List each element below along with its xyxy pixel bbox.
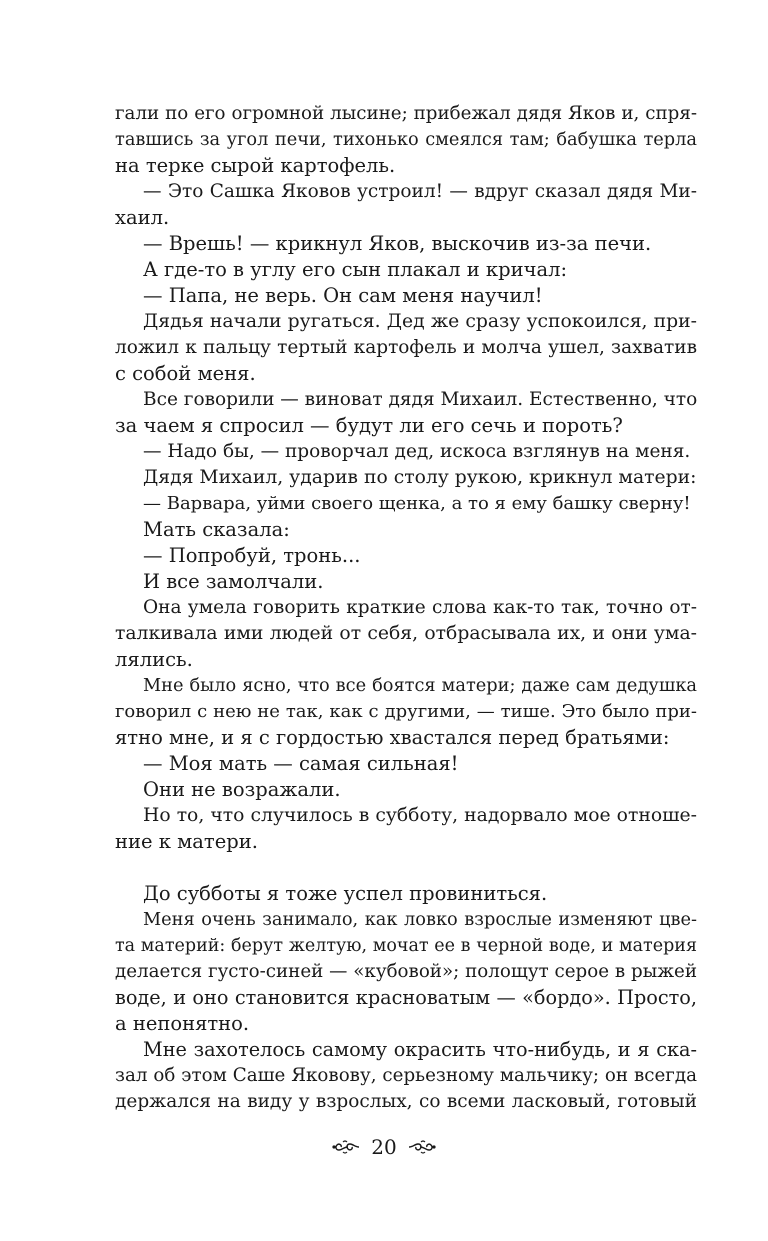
text-line: держался на виду у взрослых, со всеми ласковый, готовый (115, 1091, 697, 1112)
text-line: — Надо бы, — проворчал дед, искоса взглянув на меня. (143, 441, 691, 462)
text-line: — Врешь! — крикнул Яков, выскочив из-за печи. (143, 232, 652, 255)
text-line: ложил к пальцу тертый картофель и молча ушел, захватив (115, 337, 697, 358)
text-line: а непонятно. (115, 1012, 250, 1035)
text-line: тавшись за угол печи, тихонько смеялся там; бабушка терла (115, 130, 697, 150)
text-line: — Папа, не верь. Он сам меня научил! (143, 284, 543, 307)
floral-ornament-icon (407, 1138, 437, 1156)
text-line: Она умела говорить краткие слова как-то так, точно от- (143, 597, 697, 618)
text-line: — Попробуй, тронь... (143, 544, 361, 567)
text-line: И все замолчали. (143, 570, 324, 593)
text-line: ние к матери. (115, 830, 258, 853)
text-line: До субботы я тоже успел провиниться. (143, 882, 548, 905)
text-line: хаил. (115, 206, 170, 229)
text-line: ятно мне, и я с гордостью хвастался перед братьями: (115, 726, 670, 749)
page-number: 20 (371, 1135, 397, 1159)
text-line: Дядя Михаил, ударив по столу рукою, крикнул матери: (143, 467, 697, 488)
text-line: Мне было ясно, что все боятся матери; даже сам дедушка (143, 676, 697, 696)
text-line: Мать сказала: (143, 518, 290, 541)
section-break (115, 855, 697, 881)
text-line: Они не возражали. (143, 778, 341, 801)
text-line: гали по его огромной лысине; прибежал дядя Яков и, спря- (115, 103, 697, 124)
page-footer (0, 1132, 768, 1162)
text-line: — Варвара, уйми своего щенка, а то я ему башку сверну! (143, 493, 691, 514)
text-line: — Это Сашка Яковов устроил! — вдруг сказал дядя Ми- (143, 181, 697, 202)
text-line: с собой меня. (115, 362, 256, 385)
text-line: делается густо-синей — «кубовой»; полощут серое в рыжей (115, 961, 697, 982)
text-line: та материй: берут желтую, мочат ее в черной воде, и материя (115, 936, 697, 956)
text-line: воде, и оно становится красноватым — «бордо». Просто, (115, 986, 697, 1009)
text-line: А где-то в углу его сын плакал и кричал: (143, 258, 568, 281)
text-line: говорил с нею не так, как с другими, — тише. Это было при- (115, 701, 697, 722)
text-line: на терке сырой картофель. (115, 154, 396, 177)
floral-ornament-icon (331, 1138, 361, 1156)
body-text (115, 101, 697, 1115)
text-line: за чаем я спросил — будут ли его сечь и пороть? (115, 414, 623, 437)
text-line: — Моя мать — самая сильная! (143, 752, 459, 775)
text-line: Меня очень занимало, как ловко взрослые изменяют цве- (143, 910, 697, 930)
text-line: лялись. (115, 648, 193, 671)
text-line: Мне захотелось самому окрасить что-нибудь, и я ска- (143, 1038, 697, 1061)
text-line: Но то, что случилось в субботу, надорвало мое отноше- (143, 805, 697, 826)
text-line: Все говорили — виноват дядя Михаил. Естественно, что (143, 389, 698, 410)
text-line: зал об этом Саше Яковову, серьезному мальчику; он всегда (115, 1065, 697, 1086)
text-line: Дядья начали ругаться. Дед же сразу успокоился, при- (143, 311, 697, 332)
text-line: талкивала ими людей от себя, отбрасывала их, и они ума- (115, 623, 697, 644)
